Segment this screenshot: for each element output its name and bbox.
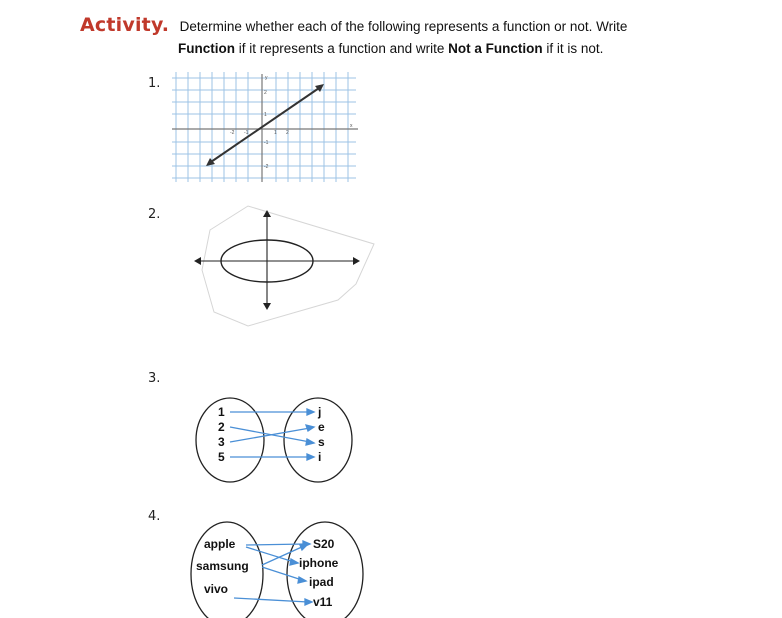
item-number-2: 2. [148,207,161,222]
mapping-arrow [246,547,298,565]
instruction-line-2 [178,41,603,56]
item3-mapping-diagram [184,394,364,494]
range-element: i [318,450,322,464]
mapping-arrow [234,598,312,605]
range-element: j [318,405,322,419]
domain-element: samsung [196,559,249,573]
item-number-4: 4. [148,509,161,524]
y-tick-label: 1 [264,112,267,118]
domain-oval [196,398,264,482]
function-keyword: Function [178,41,235,56]
paper-scrap-outline [202,206,374,326]
mapping-arrow [230,409,314,415]
item4-mapping-diagram [190,518,375,618]
item1-line-graph [172,72,362,184]
x-tick-label: 2 [286,130,289,136]
item-number-3: 3. [148,371,161,386]
range-element: S20 [313,537,335,551]
x-tick-label: 1 [274,130,277,136]
not-function-keyword: Not a Function [448,41,543,56]
item-number-1: 1. [148,76,161,91]
y-axis-label: y [265,75,268,81]
domain-element: apple [204,537,236,551]
domain-element: 3 [218,435,225,449]
domain-element: 1 [218,405,225,419]
x-axis-arrow-left [194,257,201,265]
domain-element: 5 [218,450,225,464]
y-tick-label: -2 [264,164,269,170]
x-tick-label: -2 [230,130,235,136]
instruction-part-3: if it is not. [542,41,604,56]
y-axis-arrow-down [263,303,271,310]
domain-element: 2 [218,420,225,434]
range-element: iphone [299,556,339,570]
range-element: s [318,435,325,449]
range-element: ipad [309,575,334,589]
x-axis-label: x [350,123,353,129]
mapping-arrow [230,425,314,442]
domain-element: vivo [204,582,229,596]
mapping-arrow [230,454,314,460]
x-tick-label: -1 [244,130,249,136]
activity-header [80,14,627,36]
instruction-part-2: if it represents a function and write [235,41,449,56]
x-axis-arrow-right [353,257,360,265]
item2-ellipse-graph [188,200,378,330]
instruction-line-1: Determine whether each of the following represents a function or not. Write [179,19,628,34]
range-element: v11 [313,595,333,609]
activity-title: Activity. [80,14,170,36]
range-element: e [318,420,325,434]
y-tick-label: 2 [264,90,267,96]
y-tick-label: -1 [264,140,269,146]
